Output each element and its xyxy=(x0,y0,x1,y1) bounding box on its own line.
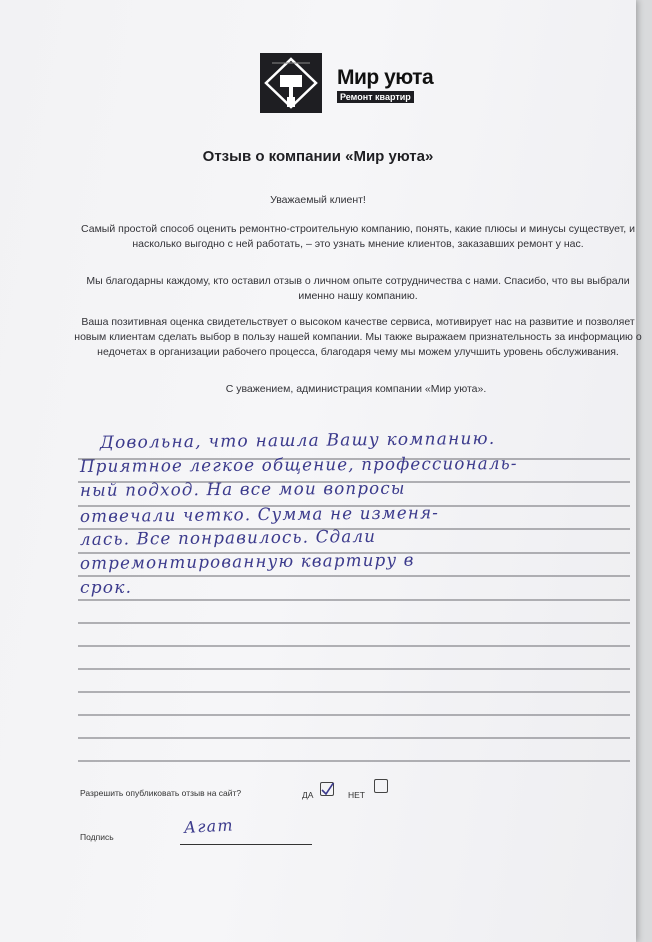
greeting: Уважаемый клиент! xyxy=(270,194,366,206)
review-line: отремонтированную квартиру в xyxy=(79,550,415,574)
brand-name: Мир уюта xyxy=(337,66,434,89)
review-line: Довольна, что нашла Вашу компанию. xyxy=(99,428,496,453)
yes-label: ДА xyxy=(302,790,314,800)
signature-line xyxy=(180,844,312,845)
yes-checkbox[interactable] xyxy=(320,782,334,796)
intro-paragraph: Самый простой способ оценить ремонтно-строительную компанию, понять, какие плюсы и минусы существует, и насколько выгодно с ней работать, – это узнать мнение клиентов, заказавших ремонт у нас. xyxy=(81,223,635,250)
feedback-paragraph: Ваша позитивная оценка свидетельствует о высоком качестве сервиса, мотивирует нас на развитие и позволяет новым клиентам сделать выбор в пользу нашей компании. Мы также выражаем признательность за информацию о недочетах в организации рабочего процесса, благодаря чему мы можем улучшить уровень обслуживания. xyxy=(74,316,642,358)
publish-question: Разрешить опубликовать отзыв на сайт? xyxy=(80,788,242,798)
page-title: Отзыв о компании «Мир уюта» xyxy=(202,148,434,165)
checkmark-icon xyxy=(321,783,335,797)
closing-line: С уважением, администрация компании «Мир уюта». xyxy=(225,383,487,395)
brand-tagline: Ремонт квартир xyxy=(337,91,414,103)
review-line: лась. Все понравилось. Сдали xyxy=(79,526,377,550)
no-checkbox[interactable] xyxy=(374,779,388,793)
signature-label: Подпись xyxy=(80,832,114,842)
signature: Агат xyxy=(183,815,235,837)
review-line: отвечали четко. Сумма не изменя- xyxy=(79,503,440,527)
review-line: срок. xyxy=(80,578,133,598)
thanks-paragraph: Мы благодарны каждому, кто оставил отзыв о личном опыте сотрудничества с нами. Спасибо, что вы выбрали именно нашу компанию. xyxy=(86,275,630,302)
review-line: ный подход. На все мои вопросы xyxy=(79,478,406,501)
no-label: НЕТ xyxy=(348,790,365,800)
review-line: Приятное легкое общение, профессиональ- xyxy=(79,453,518,477)
